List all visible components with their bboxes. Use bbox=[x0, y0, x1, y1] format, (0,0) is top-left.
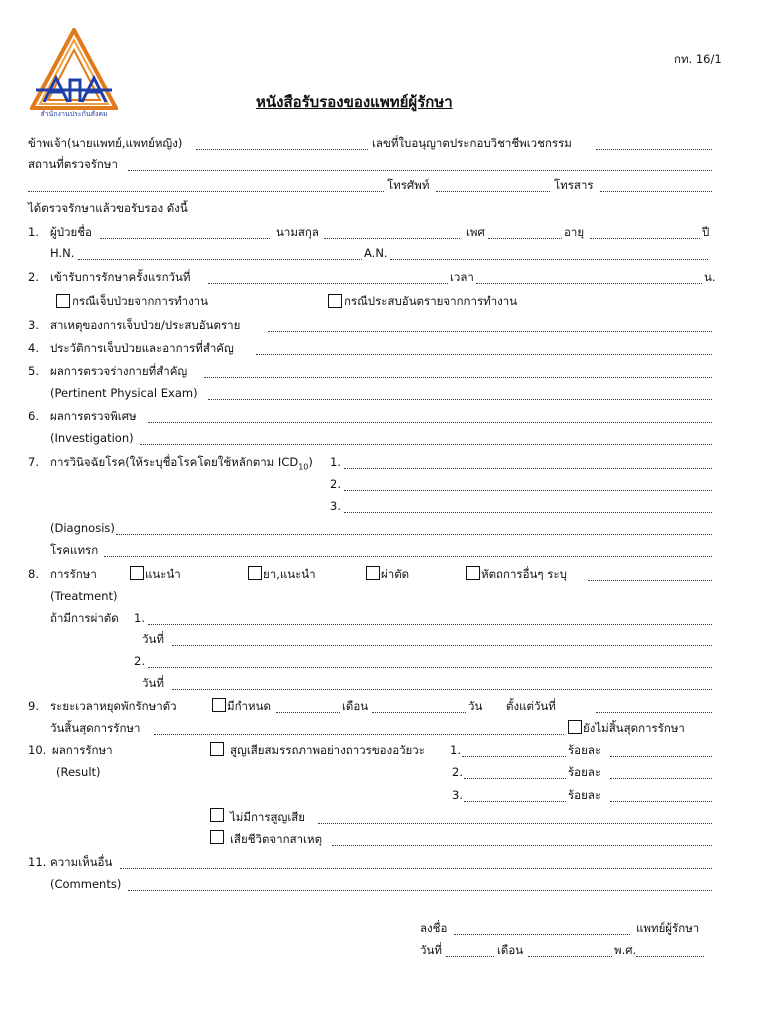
scheduled-label: มีกำหนด bbox=[227, 699, 271, 713]
surgery-date-field-1[interactable] bbox=[172, 645, 712, 646]
history-field[interactable] bbox=[256, 354, 712, 355]
s10-num: 10. bbox=[28, 743, 47, 757]
license-label: เลขที่ใบอนุญาตประกอบวิชาชีพเวชกรรม bbox=[372, 136, 572, 150]
no-loss-field[interactable] bbox=[318, 823, 712, 824]
scheduled-checkbox[interactable] bbox=[212, 698, 226, 712]
surgery-field-1[interactable] bbox=[148, 624, 712, 625]
surgery-num-1: 1. bbox=[134, 611, 145, 625]
s5-num: 5. bbox=[28, 364, 39, 378]
address-field[interactable] bbox=[28, 191, 384, 192]
investigation-field[interactable] bbox=[148, 422, 712, 423]
death-cause-field[interactable] bbox=[332, 845, 712, 846]
certify-text: ได้ตรวจรักษาแล้วขอรับรอง ดังนี้ bbox=[28, 201, 188, 215]
surgery-date-label-1: วันที่ bbox=[142, 632, 164, 646]
sign-label: ลงชื่อ bbox=[420, 921, 448, 935]
surname-label: นามสกุล bbox=[276, 225, 319, 239]
comments-en: (Comments) bbox=[50, 877, 122, 891]
surgery-field-2[interactable] bbox=[148, 667, 712, 668]
work-injury-checkbox[interactable] bbox=[328, 294, 342, 308]
since-date-field[interactable] bbox=[596, 712, 712, 713]
physical-exam-field-2[interactable] bbox=[208, 399, 712, 400]
loss-percent-field-1[interactable] bbox=[610, 756, 712, 757]
loss-organ-field-3[interactable] bbox=[464, 801, 566, 802]
sign-day-field[interactable] bbox=[446, 956, 494, 957]
sign-year-field[interactable] bbox=[636, 956, 704, 957]
patient-label: ผู้ป่วยชื่อ bbox=[50, 225, 92, 239]
an-label: A.N. bbox=[364, 246, 388, 260]
loss-organ-field-1[interactable] bbox=[462, 756, 566, 757]
place-field[interactable] bbox=[128, 170, 712, 171]
work-illness-label: กรณีเจ็บป่วยจากการทำงาน bbox=[72, 294, 209, 308]
sex-field[interactable] bbox=[488, 238, 562, 239]
diagnosis-en: (Diagnosis) bbox=[50, 521, 115, 535]
leave-label: ระยะเวลาหยุดพักรักษาตัว bbox=[50, 699, 177, 713]
loss-percent-field-2[interactable] bbox=[610, 778, 712, 779]
end-date-field[interactable] bbox=[154, 734, 564, 735]
surgery-date-field-2[interactable] bbox=[172, 689, 712, 690]
comments-label: ความเห็นอื่น bbox=[50, 855, 113, 869]
result-en: (Result) bbox=[56, 765, 101, 779]
patient-name-field[interactable] bbox=[100, 238, 270, 239]
phone-label: โทรศัพท์ bbox=[387, 178, 430, 192]
diagnosis-field-4[interactable] bbox=[116, 534, 712, 535]
loss-num-2: 2. bbox=[452, 765, 463, 779]
complication-field[interactable] bbox=[104, 556, 712, 557]
death-label: เสียชีวิตจากสาเหตุ bbox=[230, 832, 323, 846]
permanent-loss-checkbox[interactable] bbox=[210, 742, 224, 756]
signature-field[interactable] bbox=[454, 934, 630, 935]
diag-num-1: 1. bbox=[330, 455, 341, 469]
history-label: ประวัติการเจ็บป่วยและอาการที่สำคัญ bbox=[50, 341, 234, 355]
place-label: สถานที่ตรวจรักษา bbox=[28, 157, 118, 171]
surgery-label: ผ่าตัด bbox=[381, 567, 410, 581]
loss-num-1: 1. bbox=[450, 743, 461, 757]
age-label: อายุ bbox=[564, 225, 585, 239]
hn-label: H.N. bbox=[50, 246, 75, 260]
treatment-en: (Treatment) bbox=[50, 589, 118, 603]
percent-label-2: ร้อยละ bbox=[568, 765, 602, 779]
age-field[interactable] bbox=[590, 238, 700, 239]
work-illness-checkbox[interactable] bbox=[56, 294, 70, 308]
sign-year-label: พ.ศ. bbox=[614, 943, 637, 957]
doctor-label: ข้าพเจ้า(นายแพทย์,แพทย์หญิง) bbox=[28, 136, 183, 150]
surgery-checkbox[interactable] bbox=[366, 566, 380, 580]
physical-exam-en: (Pertinent Physical Exam) bbox=[50, 386, 198, 400]
sso-logo bbox=[30, 28, 118, 120]
advice-checkbox[interactable] bbox=[130, 566, 144, 580]
doctor-role-label: แพทย์ผู้รักษา bbox=[636, 921, 700, 935]
doctor-name-field[interactable] bbox=[196, 149, 368, 150]
s11-num: 11. bbox=[28, 855, 47, 869]
physical-exam-label: ผลการตรวจร่างกายที่สำคัญ bbox=[50, 364, 188, 378]
logo-text: สำนักงานประกันสังคม bbox=[40, 110, 108, 118]
phone-field[interactable] bbox=[436, 191, 550, 192]
s7-num: 7. bbox=[28, 455, 39, 469]
treatment-label: การรักษา bbox=[50, 567, 97, 581]
diag-num-3: 3. bbox=[330, 499, 341, 513]
s3-num: 3. bbox=[28, 318, 39, 332]
result-label: ผลการรักษา bbox=[52, 743, 113, 757]
death-checkbox[interactable] bbox=[210, 830, 224, 844]
surgery-num-2: 2. bbox=[134, 654, 145, 668]
s1-num: 1. bbox=[28, 225, 39, 239]
months-field[interactable] bbox=[276, 712, 340, 713]
procedure-label: หัตถการอื่นๆ ระบุ bbox=[481, 567, 567, 581]
s8-num: 8. bbox=[28, 567, 39, 581]
not-ended-checkbox[interactable] bbox=[568, 720, 582, 734]
surname-field[interactable] bbox=[324, 238, 460, 239]
end-date-label: วันสิ้นสุดการรักษา bbox=[50, 721, 141, 735]
diagnosis-label: การวินิจฉัยโรค(ให้ระบุชื่อโรคโดยใช้หลักตาม $ICD_{10}$) bbox=[50, 455, 313, 472]
day-label: วัน bbox=[468, 699, 483, 713]
cause-label: สาเหตุของการเจ็บป่วย/ประสบอันตราย bbox=[50, 318, 241, 332]
no-loss-label: ไม่มีการสูญเสีย bbox=[230, 810, 306, 824]
s2-num: 2. bbox=[28, 270, 39, 284]
comments-field-2[interactable] bbox=[128, 890, 712, 891]
not-ended-label: ยังไม่สิ้นสุดการรักษา bbox=[583, 721, 685, 735]
complication-label: โรคแทรก bbox=[50, 543, 99, 557]
permanent-loss-label: สูญเสียสมรรถภาพอย่างถาวรของอวัยวะ bbox=[230, 743, 425, 757]
medicine-label: ยา,แนะนำ bbox=[263, 567, 316, 581]
comments-field[interactable] bbox=[120, 868, 712, 869]
procedure-field[interactable] bbox=[588, 580, 712, 581]
investigation-label: ผลการตรวจพิเศษ bbox=[50, 409, 137, 423]
year-label: ปี bbox=[702, 225, 710, 239]
medicine-checkbox[interactable] bbox=[248, 566, 262, 580]
time-label: เวลา bbox=[450, 270, 474, 284]
cause-field[interactable] bbox=[268, 331, 712, 332]
sign-date-label: วันที่ bbox=[420, 943, 442, 957]
fax-field[interactable] bbox=[600, 191, 712, 192]
work-injury-label: กรณีประสบอันตรายจากการทำงาน bbox=[344, 294, 518, 308]
s9-num: 9. bbox=[28, 699, 39, 713]
surgery-date-label-2: วันที่ bbox=[142, 676, 164, 690]
fax-label: โทรสาร bbox=[554, 178, 594, 192]
sex-label: เพศ bbox=[466, 225, 485, 239]
diagnosis-field-3[interactable] bbox=[344, 512, 712, 513]
no-loss-checkbox[interactable] bbox=[210, 808, 224, 822]
percent-label-3: ร้อยละ bbox=[568, 788, 602, 802]
diagnosis-field-2[interactable] bbox=[344, 490, 712, 491]
physical-exam-field[interactable] bbox=[204, 377, 712, 378]
hn-field[interactable] bbox=[78, 259, 362, 260]
s4-num: 4. bbox=[28, 341, 39, 355]
since-label: ตั้งแต่วันที่ bbox=[506, 699, 556, 713]
diag-num-2: 2. bbox=[330, 477, 341, 491]
procedure-checkbox[interactable] bbox=[466, 566, 480, 580]
percent-label-1: ร้อยละ bbox=[568, 743, 602, 757]
surgery-if-label: ถ้ามีการผ่าตัด bbox=[50, 611, 119, 625]
form-code: กท. 16/1 bbox=[674, 52, 722, 66]
investigation-en: (Investigation) bbox=[50, 431, 134, 445]
icd-subscript: 10 bbox=[298, 462, 309, 472]
license-field[interactable] bbox=[596, 149, 712, 150]
first-visit-label: เข้ารับการรักษาครั้งแรกวันที่ bbox=[50, 270, 191, 284]
page-title: หนังสือรับรองของแพทย์ผู้รักษา bbox=[256, 93, 453, 111]
sign-month-field[interactable] bbox=[528, 956, 612, 957]
days-field[interactable] bbox=[372, 712, 466, 713]
sign-month-label: เดือน bbox=[497, 943, 524, 957]
an-field[interactable] bbox=[390, 259, 708, 260]
hour-label: น. bbox=[704, 270, 716, 284]
loss-percent-field-3[interactable] bbox=[610, 801, 712, 802]
loss-num-3: 3. bbox=[452, 788, 463, 802]
loss-organ-field-2[interactable] bbox=[464, 778, 566, 779]
first-visit-date-field[interactable] bbox=[208, 283, 448, 284]
diagnosis-field-1[interactable] bbox=[344, 468, 712, 469]
month-label: เดือน bbox=[342, 699, 369, 713]
investigation-field-2[interactable] bbox=[140, 444, 712, 445]
time-field[interactable] bbox=[476, 283, 702, 284]
advice-label: แนะนำ bbox=[145, 567, 181, 581]
s6-num: 6. bbox=[28, 409, 39, 423]
